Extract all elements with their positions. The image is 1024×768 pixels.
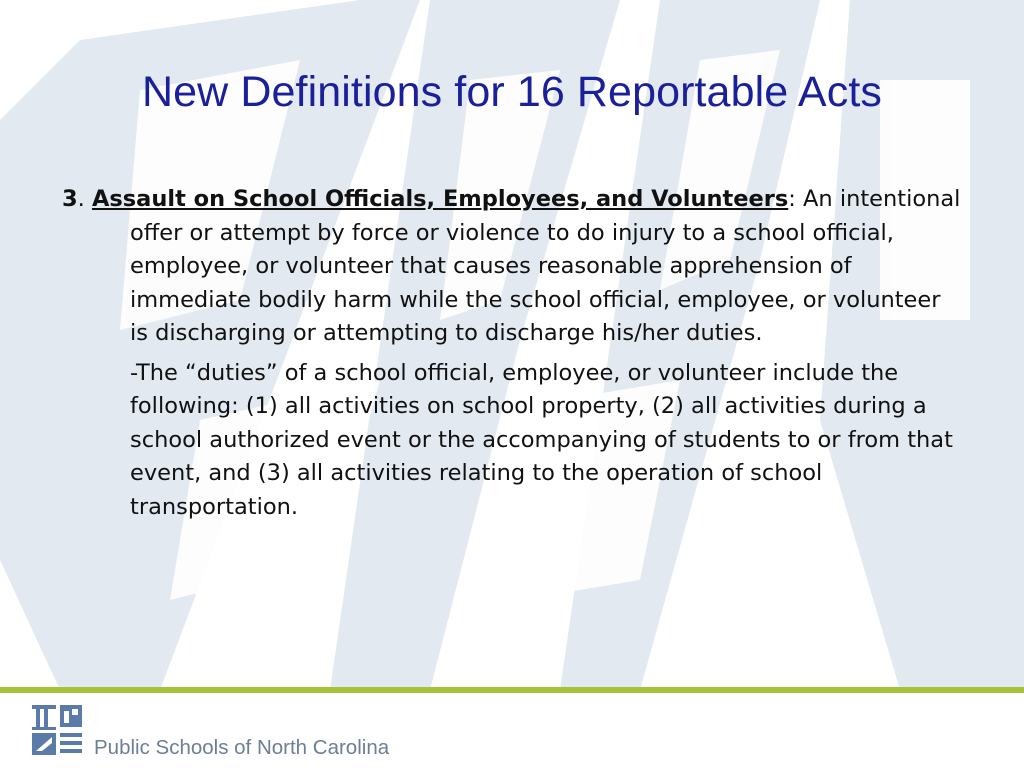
footer-org-name: Public Schools of North Carolina	[94, 736, 390, 759]
nc-public-schools-logo-icon	[30, 703, 86, 759]
definition-note: -The “duties” of a school official, employee, or volunteer include the following: (1) all activities on school property, (2) all activities during a school authorized event or the accompanying of students to or from that event, and (3) all activities relating to the operation of school transportation.	[130, 359, 953, 520]
definition-body	[62, 183, 962, 524]
definition-text: An intentional offer or attempt by force or violence to do injury to a school official, employee, or volunteer that causes reasonable apprehension of immediate bodily harm while the school official, employee, or volunteer is discharging or attempting to discharge his/her duties.	[130, 186, 961, 346]
footer-divider	[0, 687, 1024, 693]
footer	[30, 703, 430, 763]
definition-number-suffix: .	[77, 186, 92, 212]
slide-title: New Definitions for 16 Reportable Acts	[142, 68, 882, 116]
definition-term: Assault on School Officials, Employees, and Volunteers	[91, 186, 789, 212]
definition-number: 3	[62, 186, 78, 212]
definition-term-suffix: :	[788, 186, 804, 212]
definition-paragraph	[62, 183, 962, 351]
